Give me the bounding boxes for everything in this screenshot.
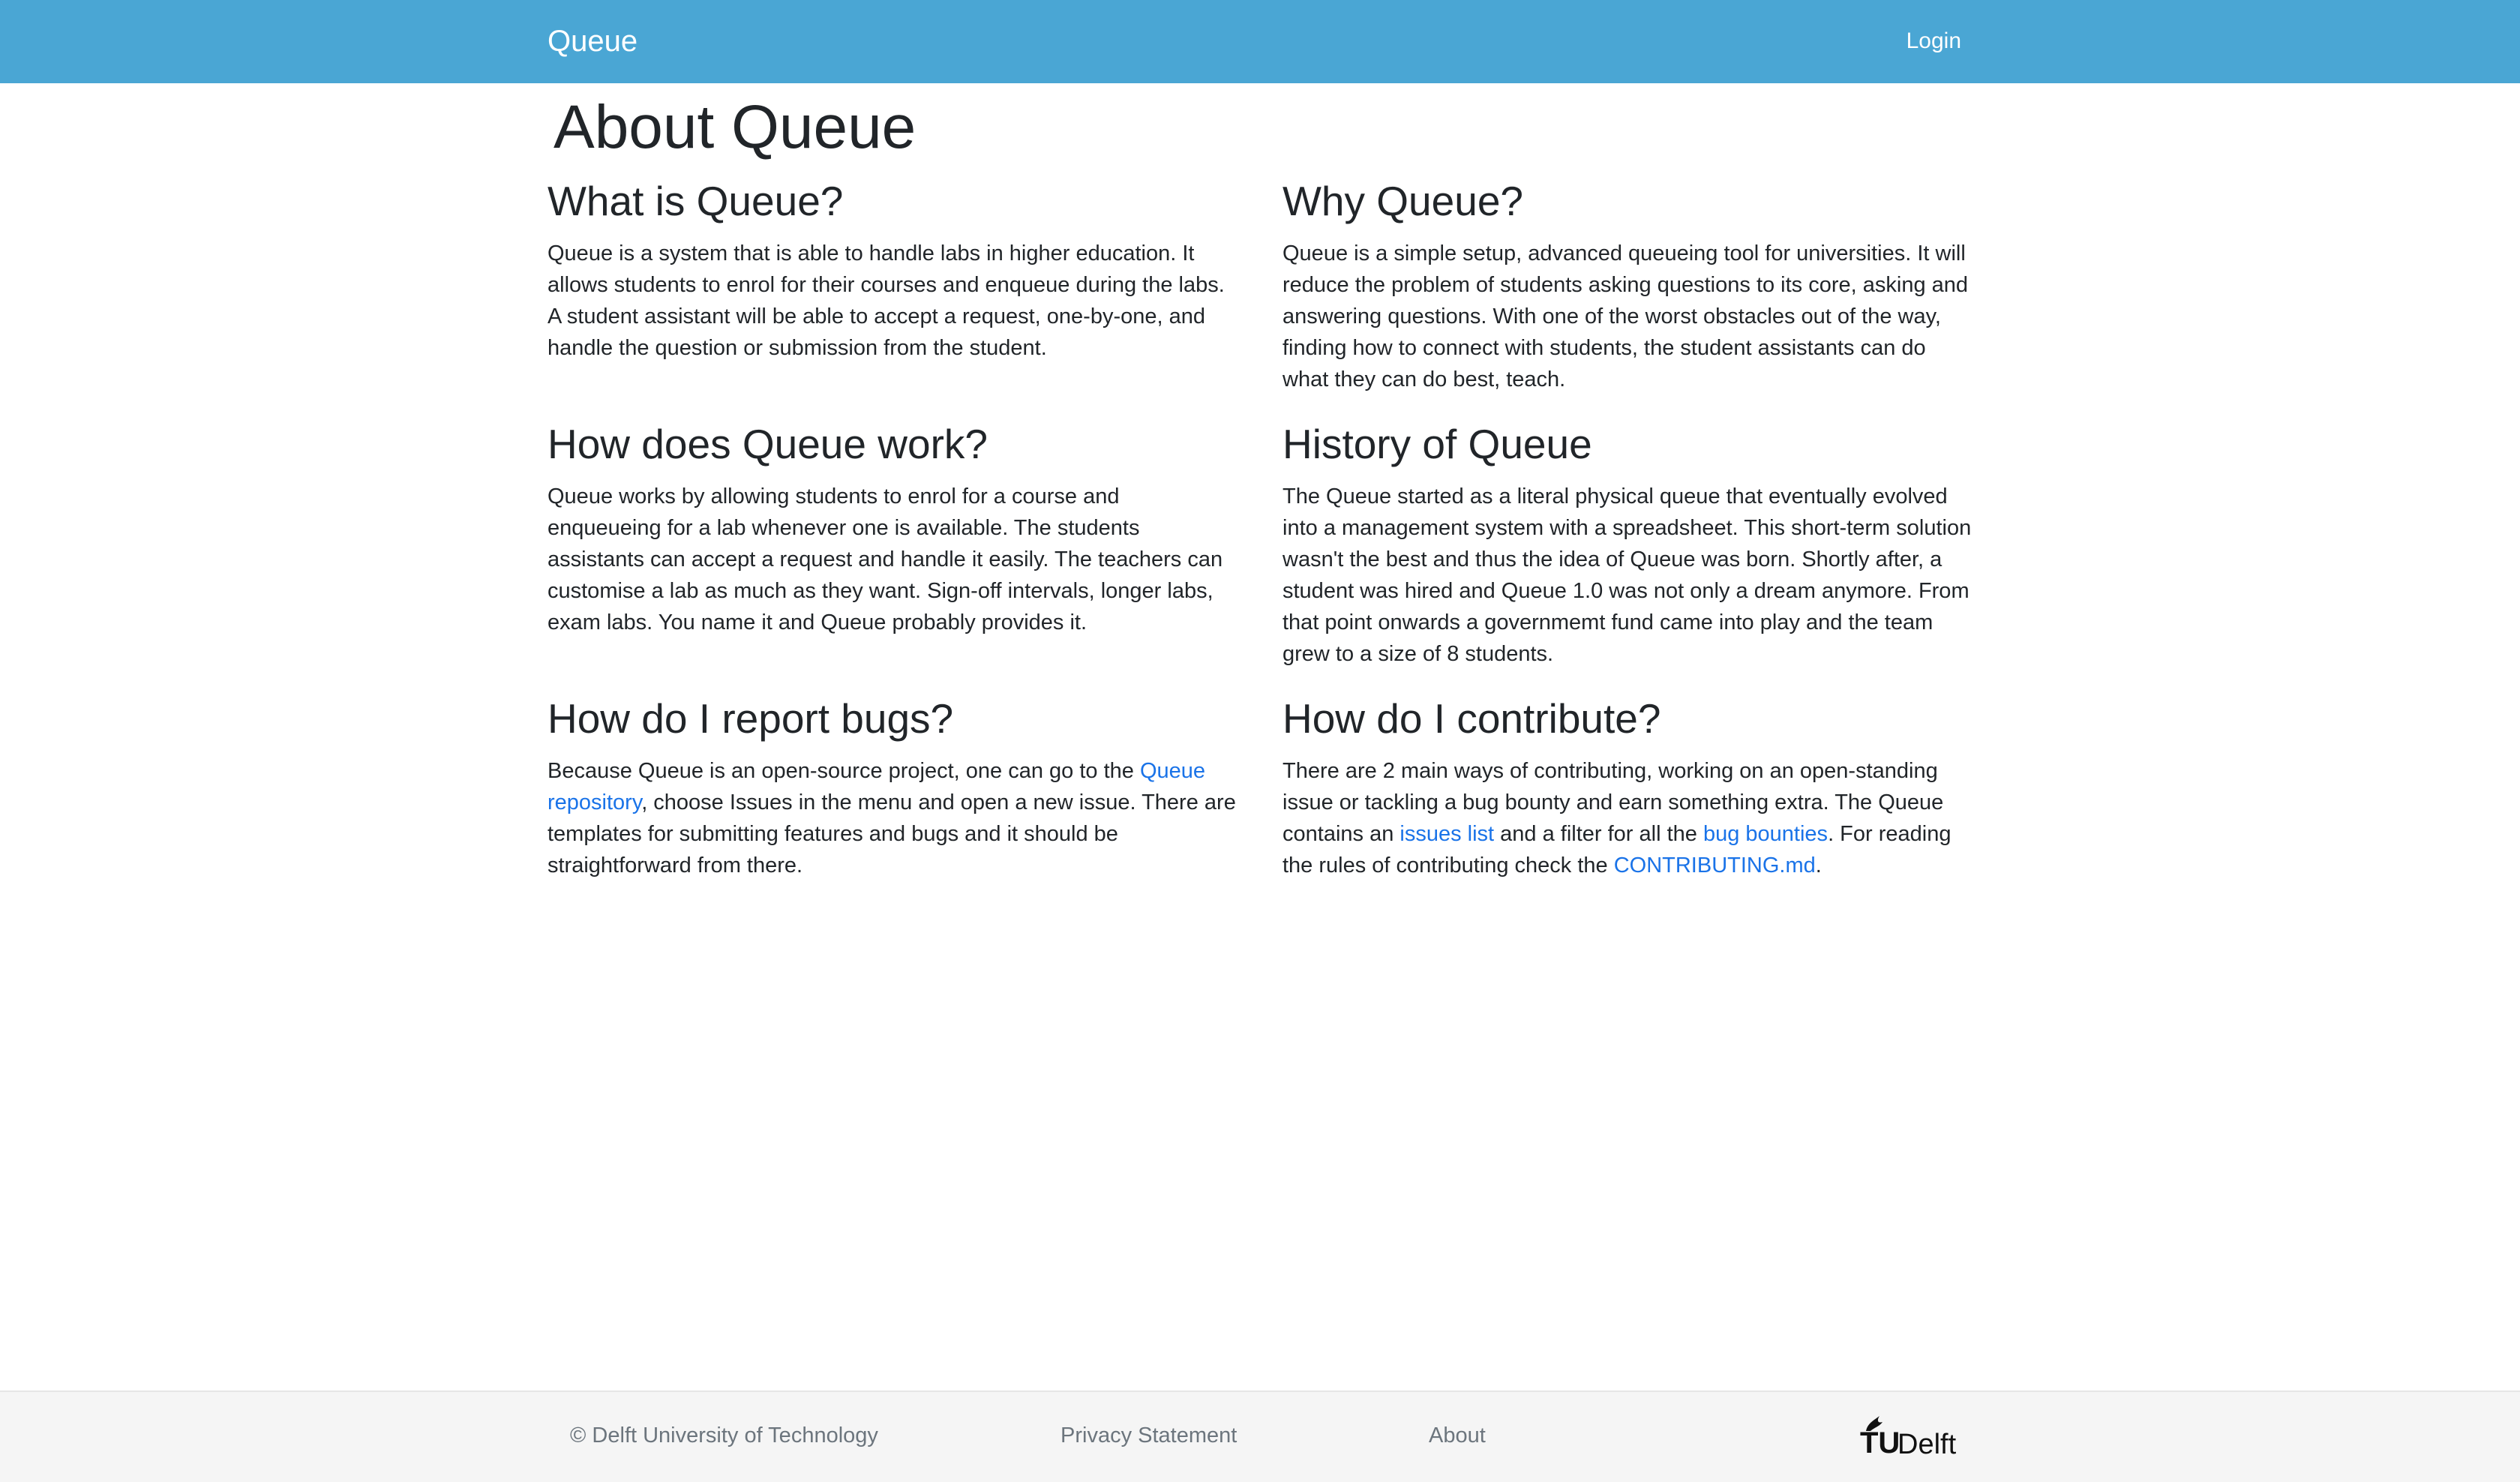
section-heading: What is Queue? (548, 178, 844, 224)
body-text: There are 2 main ways of contributing, working on an open-standing issue or tackling a bug bounty and earn something extra. The Queue contains an (1282, 759, 1944, 846)
body-text: . (1815, 854, 1822, 878)
section-heading: Why Queue? (1282, 178, 1524, 224)
body-text: . For reading the rules of contributing check the (1282, 822, 1952, 878)
tudelft-logo[interactable] (1860, 1416, 1965, 1461)
section-why-queue (1282, 175, 1972, 395)
body-text: , choose Issues in the menu and open a new issue. There are templates for submitting features and bugs and it should be straightforward from there. (548, 790, 1236, 878)
section-heading: How do I contribute? (1282, 695, 1661, 742)
footer-about-link[interactable]: About (1429, 1424, 1486, 1448)
page-title: About Queue (554, 93, 916, 161)
bug-bounties-link[interactable]: bug bounties (1702, 822, 1828, 846)
section-history (1282, 418, 1972, 670)
section-body: The Queue started as a literal physical queue that eventually evolved into a management system with a spreadsheet. This short-term solution wasn't the best and thus the idea of Queue was born. Shortly after, a student was hired and Queue 1.0 was not only a dream anymore. From that point onwards a governmemt fund came into play and the team grew to a size of 8 students. (1282, 484, 1972, 666)
body-text: Because Queue is an open-source project, one can go to the (548, 759, 1140, 783)
section-body: Queue is a simple setup, advanced queueing tool for universities. It will reduce the problem of students asking questions to its core, asking and answering questions. With one of the worst obstacles out of the way, finding how to connect with students, the student assistants can do what they can do best, teach. (1282, 242, 1969, 392)
issues-list-link[interactable]: issues list (1400, 822, 1495, 846)
section-heading: History of Queue (1282, 421, 1592, 467)
logo-delft-text: Delft (1898, 1429, 1957, 1460)
section-how-does-queue-work (548, 418, 1238, 638)
section-body (548, 755, 1238, 881)
section-heading: How does Queue work? (548, 421, 988, 467)
section-heading: How do I report bugs? (548, 695, 954, 742)
logo-tu-text: TU (1860, 1426, 1900, 1460)
section-body: Queue works by allowing students to enrol for a course and enqueueing for a lab whenever one is available. The students assistants can accept a request and handle it easily. The teachers can customise a lab as much as they want. Sign-off intervals, longer labs, exam labs. You name it and Queue probably provides it. (548, 484, 1223, 634)
section-contribute (1282, 692, 1972, 881)
section-what-is-queue (548, 175, 1238, 364)
section-report-bugs (548, 692, 1238, 881)
contributing-md-link[interactable]: CONTRIBUTING.md (1613, 854, 1816, 878)
footer-privacy-link[interactable]: Privacy Statement (1060, 1424, 1238, 1448)
login-link[interactable]: Login (1906, 28, 1961, 53)
navbar (0, 0, 2520, 83)
section-body: Queue is a system that is able to handle labs in higher education. It allows students to enrol for their courses and enqueue during the labs. A student assistant will be able to accept a request, one-by-one, and handle the question or submission from the student. (548, 242, 1225, 360)
brand-link[interactable]: Queue (548, 25, 638, 58)
footer (0, 1390, 2520, 1482)
footer-copyright: © Delft University of Technology (570, 1424, 878, 1448)
section-body (1282, 755, 1972, 881)
queue-repository-link[interactable]: Queue repository (548, 759, 1206, 814)
body-text: and a filter for all the (1494, 822, 1703, 846)
